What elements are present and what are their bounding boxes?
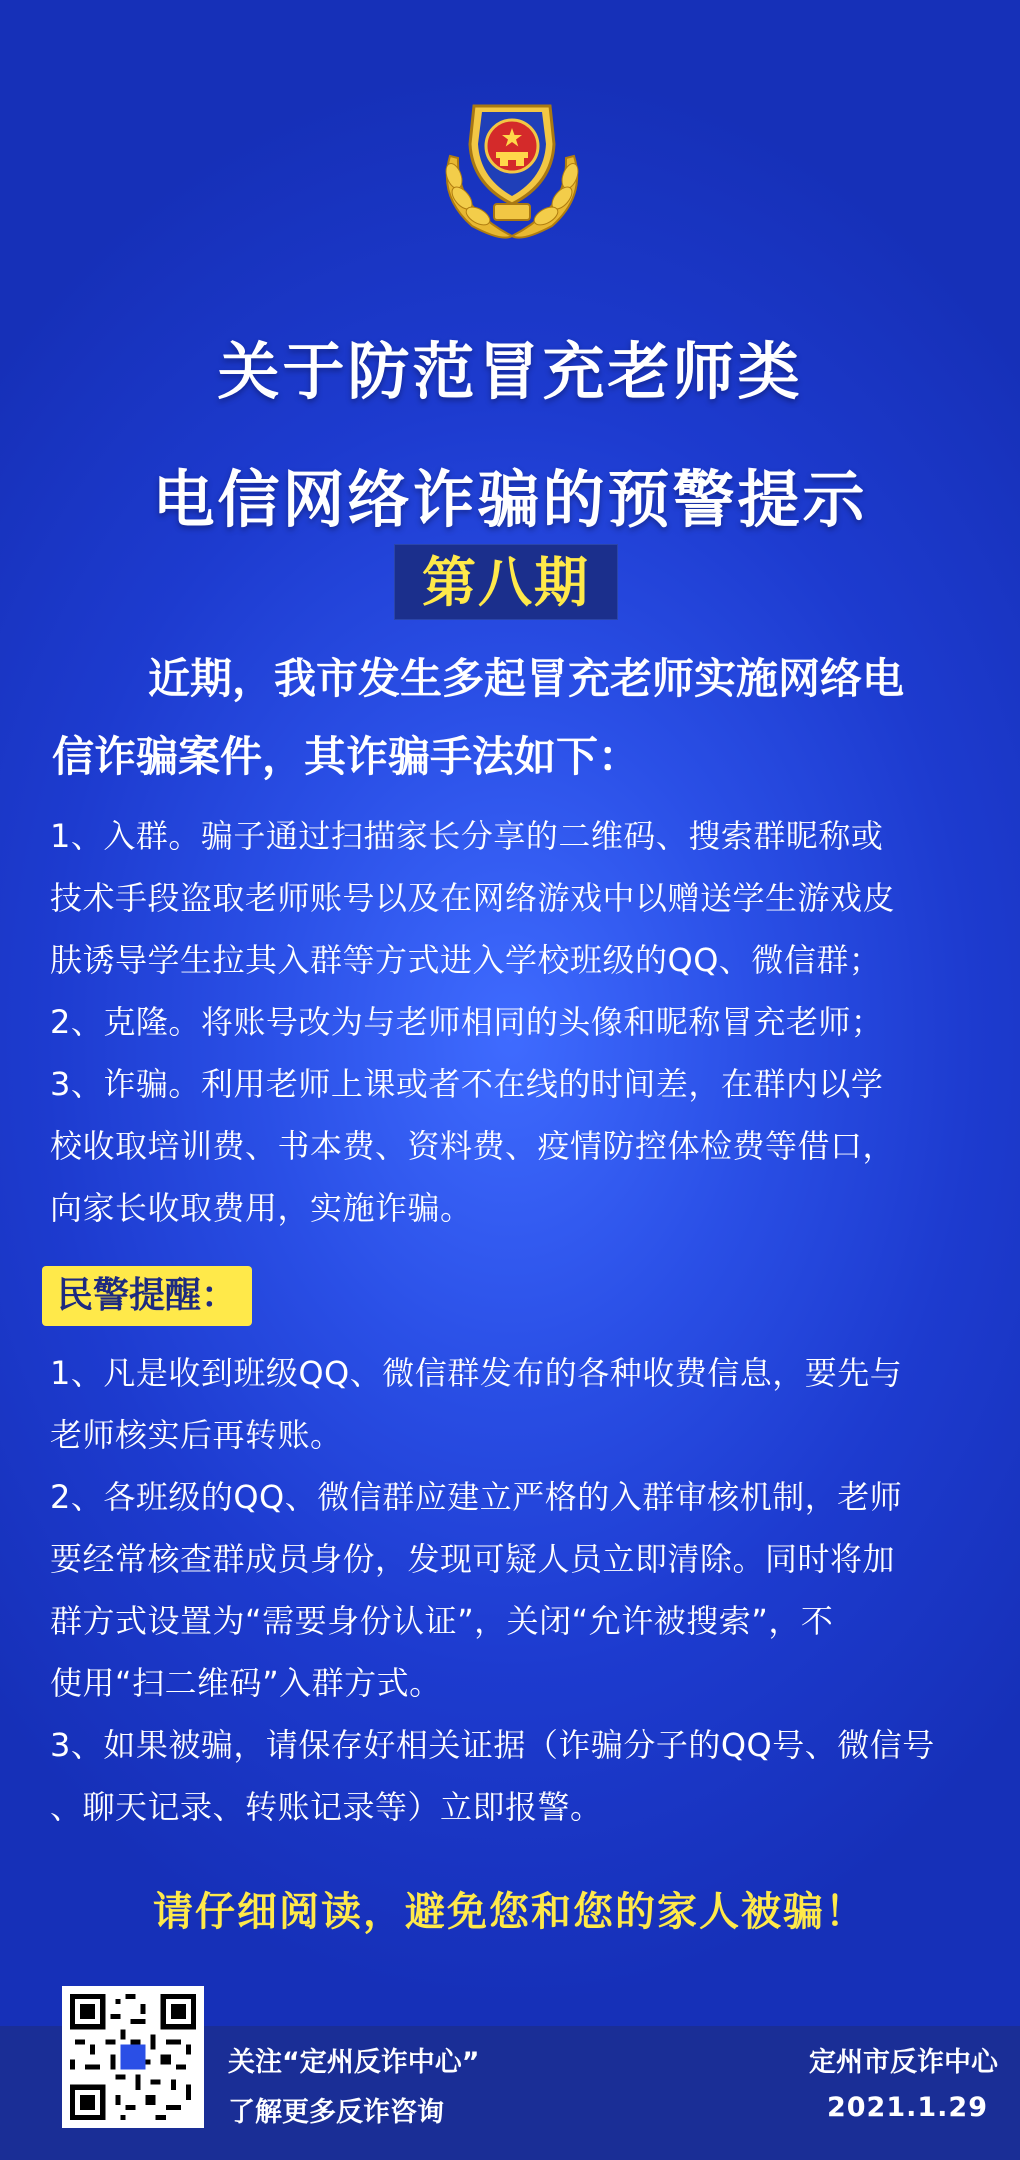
method-line: 1、入群。骗子通过扫描家长分享的二维码、搜索群昵称或 (50, 817, 884, 855)
police-tips-list (50, 1342, 1000, 1838)
tip-line: 、聊天记录、转账记录等）立即报警。 (50, 1788, 603, 1826)
footer-organization: 定州市反诈中心 (809, 2047, 998, 2078)
police-emblem-icon (432, 86, 592, 246)
tip-line: 使用“扫二维码”入群方式。 (50, 1664, 442, 1702)
footer-follow-text: 关注“定州反诈中心” (228, 2047, 480, 2078)
tip-line: 群方式设置为“需要身份认证”，关闭“允许被搜索”，不 (50, 1602, 834, 1640)
method-line: 技术手段盗取老师账号以及在网络游戏中以赠送学生游戏皮 (50, 879, 896, 917)
police-tip-label: 民警提醒： (42, 1266, 252, 1326)
issue-number-badge: 第八期 (394, 544, 618, 620)
intro-line-2: 信诈骗案件，其诈骗手法如下： (52, 732, 641, 781)
tip-line: 1、凡是收到班级QQ、微信群发布的各种收费信息，要先与 (50, 1354, 903, 1392)
method-line: 2、克隆。将账号改为与老师相同的头像和昵称冒充老师； (50, 1003, 884, 1041)
closing-appeal: 请仔细阅读，避免您和您的家人被骗！ (153, 1889, 867, 1935)
tip-line: 老师核实后再转账。 (50, 1416, 343, 1454)
page-title-line-2: 电信网络诈骗的预警提示 (152, 463, 868, 536)
fraud-methods-list (50, 805, 1000, 1239)
footer-learn-more-text: 了解更多反诈咨询 (228, 2097, 444, 2128)
qr-code-icon[interactable] (62, 1986, 204, 2128)
method-line: 3、诈骗。利用老师上课或者不在线的时间差，在群内以学 (50, 1065, 884, 1103)
tip-line: 2、各班级的QQ、微信群应建立严格的入群审核机制，老师 (50, 1478, 903, 1516)
method-line: 校收取培训费、书本费、资料费、疫情防控体检费等借口， (50, 1127, 896, 1165)
page-title-line-1: 关于防范冒充老师类 (217, 335, 803, 408)
method-line: 向家长收取费用，实施诈骗。 (50, 1189, 473, 1227)
intro-line-1: 近期，我市发生多起冒充老师实施网络电 (148, 654, 905, 703)
footer-date: 2021.1.29 (826, 2092, 988, 2123)
tip-line: 3、如果被骗，请保存好相关证据（诈骗分子的QQ号、微信号 (50, 1726, 935, 1764)
intro-paragraph (52, 640, 982, 796)
method-line: 肤诱导学生拉其入群等方式进入学校班级的QQ、微信群； (50, 941, 882, 979)
tip-line: 要经常核查群成员身份，发现可疑人员立即清除。同时将加 (50, 1540, 896, 1578)
